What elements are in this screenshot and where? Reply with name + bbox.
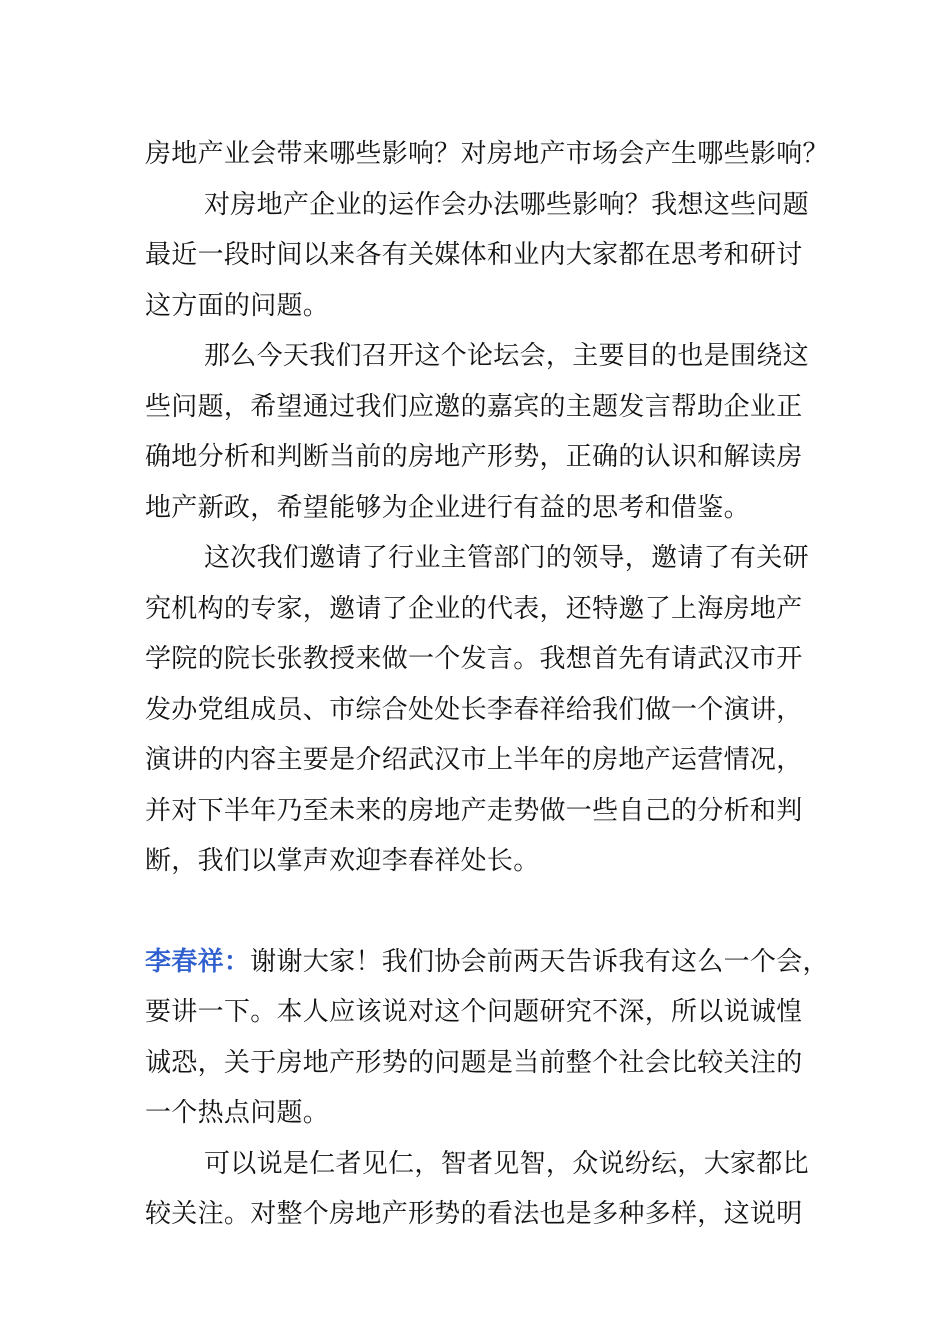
paragraph-line: 学院的院长张教授来做一个发言。我想首先有请武汉市开 bbox=[145, 644, 803, 674]
paragraph-line: 这次我们邀请了行业主管部门的领导，邀请了有关研 bbox=[204, 543, 809, 573]
paragraph-line: 并对下半年乃至未来的房地产走势做一些自己的分析和判 bbox=[145, 795, 803, 826]
paragraph-line: 较关注。对整个房地产形势的看法也是多种多样，这说明 bbox=[145, 1199, 803, 1229]
paragraph-line: 一个热点问题。 bbox=[145, 1098, 330, 1128]
document-body bbox=[145, 129, 829, 1240]
speaker-first-line: 谢谢大家！我们协会前两天告诉我有这么一个会， bbox=[250, 946, 829, 977]
paragraph-line: 可以说是仁者见仁，智者见智，众说纷纭，大家都比 bbox=[204, 1148, 809, 1179]
paragraph-line: 究机构的专家，邀请了企业的代表，还特邀了上海房地产 bbox=[145, 593, 803, 624]
speaker-name: 李春祥： bbox=[145, 946, 251, 977]
paragraph-line: 确地分析和判断当前的房地产形势，正确的认识和解读房 bbox=[145, 442, 803, 472]
paragraph-line: 对房地产企业的运作会办法哪些影响？我想这些问题 bbox=[204, 189, 809, 220]
paragraph-line: 发办党组成员、市综合处处长李春祥给我们做一个演讲， bbox=[145, 694, 803, 725]
paragraph-line: 那么今天我们召开这个论坛会，主要目的也是围绕这 bbox=[204, 341, 809, 371]
paragraph-gap bbox=[145, 887, 815, 937]
speaker-line bbox=[145, 937, 829, 988]
paragraph-line: 地产新政，希望能够为企业进行有益的思考和借鉴。 bbox=[145, 492, 750, 523]
paragraph-line: 房地产业会带来哪些影响？对房地产市场会产生哪些影响？ bbox=[145, 139, 829, 169]
paragraph-line: 最近一段时间以来各有关媒体和业内大家都在思考和研讨 bbox=[145, 240, 803, 270]
paragraph-line: 这方面的问题。 bbox=[145, 290, 330, 321]
paragraph-line: 要讲一下。本人应该说对这个问题研究不深，所以说诚惶 bbox=[145, 997, 803, 1027]
paragraph-line: 些问题，希望通过我们应邀的嘉宾的主题发言帮助企业正 bbox=[145, 391, 803, 422]
paragraph-line: 断，我们以掌声欢迎李春祥处长。 bbox=[145, 846, 540, 876]
paragraph-line: 诚恐，关于房地产形势的问题是当前整个社会比较关注的 bbox=[145, 1047, 803, 1078]
paragraph-line: 演讲的内容主要是介绍武汉市上半年的房地产运营情况， bbox=[145, 745, 803, 775]
